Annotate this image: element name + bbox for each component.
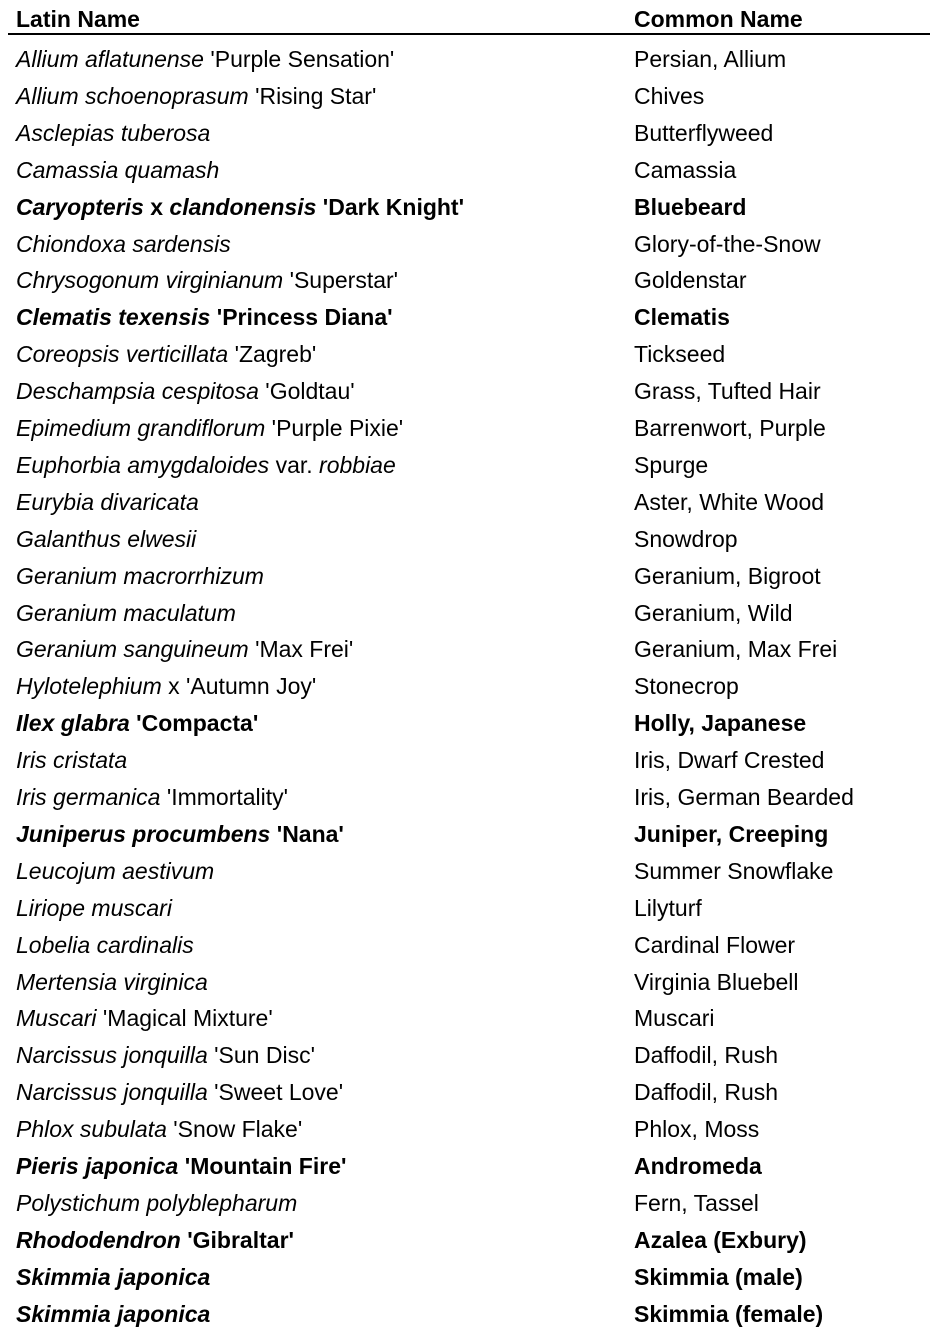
latin-name-cell	[16, 193, 464, 221]
latin-name-italic: Liriope muscari	[16, 894, 172, 921]
latin-name-cell	[16, 1004, 273, 1032]
latin-name-italic: Epimedium grandiflorum	[16, 415, 266, 441]
latin-name-cell	[16, 303, 393, 331]
latin-name-italic: Allium aflatunense	[16, 46, 204, 72]
latin-name-cell	[16, 1152, 346, 1180]
table-row	[0, 40, 938, 77]
latin-name-italic: Pieris japonica	[16, 1153, 179, 1179]
common-name-cell: Glory-of-the-Snow	[634, 230, 821, 257]
table-row	[0, 852, 938, 889]
latin-name-cell	[16, 968, 208, 996]
common-name-cell: Summer Snowflake	[634, 857, 834, 884]
latin-name-cell	[16, 1115, 302, 1143]
latin-name-qualifier: 'Zagreb'	[234, 341, 317, 368]
latin-name-qualifier: x	[150, 193, 164, 220]
latin-name-qualifier: var.	[275, 451, 313, 478]
latin-name-cell	[16, 857, 214, 885]
common-name-cell: Stonecrop	[634, 673, 739, 700]
latin-name-qualifier: 'Superstar'	[289, 267, 399, 294]
latin-name-cell	[16, 635, 353, 663]
table-row	[0, 1184, 938, 1221]
latin-name-qualifier: 'Mountain Fire'	[184, 1153, 347, 1179]
latin-name-italic: Caryopteris	[16, 193, 144, 220]
latin-name-cell	[16, 525, 196, 553]
latin-name-qualifier: x 'Autumn Joy'	[168, 673, 317, 700]
latin-name-cell	[16, 1263, 210, 1291]
latin-name-italic: Iris cristata	[16, 747, 128, 774]
latin-name-cell	[16, 377, 355, 405]
latin-name-qualifier: 'Sun Disc'	[214, 1042, 315, 1069]
latin-name-cell	[16, 414, 403, 442]
common-name-cell: Geranium, Wild	[634, 599, 793, 626]
latin-name-italic: Euphorbia amygdaloides	[16, 451, 270, 478]
table-row	[0, 409, 938, 446]
common-name-cell: Skimmia (female)	[634, 1300, 824, 1327]
header-common-name: Common Name	[634, 6, 803, 32]
latin-name-qualifier: 'Rising Star'	[255, 82, 377, 109]
table-row	[0, 778, 938, 815]
common-name-cell: Fern, Tassel	[634, 1189, 759, 1216]
table-row	[0, 77, 938, 114]
table-header	[8, 4, 930, 35]
latin-name-italic: Geranium macrorrhizum	[16, 562, 264, 589]
latin-name-cell	[16, 820, 344, 848]
latin-name-cell	[16, 1300, 210, 1328]
latin-name-cell	[16, 1041, 315, 1069]
latin-name-cultivar: 'Dark Knight'	[322, 193, 465, 220]
latin-name-qualifier: 'Purple Pixie'	[271, 415, 404, 441]
table-row	[0, 1295, 938, 1332]
latin-name-italic: Clematis texensis	[16, 304, 211, 331]
latin-name-italic: Geranium sanguineum	[16, 636, 249, 663]
table-row	[0, 335, 938, 372]
table-row	[0, 1258, 938, 1295]
common-name-cell: Phlox, Moss	[634, 1116, 760, 1143]
common-name-cell: Chives	[634, 82, 705, 109]
table-row	[0, 630, 938, 667]
latin-name-cell	[16, 451, 396, 479]
common-name-cell: Barrenwort, Purple	[634, 415, 826, 441]
latin-name-italic: Phlox subulata	[16, 1116, 167, 1143]
common-name-cell: Iris, Dwarf Crested	[634, 747, 825, 774]
latin-name-italic: Geranium maculatum	[16, 599, 236, 626]
latin-name-italic: Leucojum aestivum	[16, 857, 215, 884]
latin-name-italic: Coreopsis verticillata	[16, 341, 229, 368]
latin-name-cell	[16, 1226, 294, 1254]
latin-name-italic: Galanthus elwesii	[16, 525, 197, 552]
latin-name-cell	[16, 562, 264, 590]
common-name-cell: Virginia Bluebell	[634, 968, 799, 995]
latin-name-italic: Narcissus jonquilla	[16, 1079, 208, 1106]
latin-name-qualifier: 'Nana'	[276, 820, 344, 847]
table-row	[0, 151, 938, 188]
table-row	[0, 298, 938, 335]
common-name-cell: Geranium, Max Frei	[634, 636, 838, 663]
latin-name-cell	[16, 709, 258, 737]
table-row	[0, 114, 938, 151]
latin-name-qualifier: 'Gibraltar'	[187, 1226, 294, 1253]
latin-name-qualifier: 'Immortality'	[166, 784, 289, 810]
latin-name-italic: Skimmia japonica	[16, 1263, 211, 1290]
common-name-cell: Cardinal Flower	[634, 931, 796, 958]
table-row	[0, 815, 938, 852]
latin-name-italic: Chrysogonum virginianum	[16, 267, 284, 294]
table-row	[0, 1073, 938, 1110]
latin-name-italic: Juniperus procumbens	[16, 820, 271, 847]
latin-name-italic: Skimmia japonica	[16, 1300, 211, 1327]
latin-name-cell	[16, 672, 316, 700]
common-name-cell: Clematis	[634, 304, 730, 331]
table-row	[0, 372, 938, 409]
common-name-cell: Geranium, Bigroot	[634, 562, 821, 589]
common-name-cell: Iris, German Bearded	[634, 784, 854, 810]
common-name-cell: Holly, Japanese	[634, 710, 807, 737]
latin-name-cell	[16, 931, 194, 959]
latin-name-cell	[16, 230, 231, 258]
common-name-cell: Aster, White Wood	[634, 488, 825, 515]
latin-name-qualifier: 'Purple Sensation'	[210, 46, 395, 72]
common-name-cell: Spurge	[634, 451, 709, 478]
latin-name-cell	[16, 82, 376, 110]
common-name-cell: Grass, Tufted Hair	[634, 378, 821, 405]
table-row	[0, 1110, 938, 1147]
latin-name-qualifier: 'Snow Flake'	[173, 1116, 303, 1143]
latin-name-italic: Polystichum polyblepharum	[16, 1189, 298, 1216]
latin-name-cell	[16, 746, 127, 774]
latin-name-cell	[16, 1078, 343, 1106]
latin-name-cell	[16, 599, 236, 627]
latin-name-cell	[16, 266, 398, 294]
table-row	[0, 446, 938, 483]
common-name-cell: Snowdrop	[634, 525, 738, 552]
table-row	[0, 225, 938, 262]
latin-name-qualifier: 'Compacta'	[136, 710, 259, 737]
latin-name-qualifier: 'Goldtau'	[265, 378, 355, 405]
common-name-cell: Azalea (Exbury)	[634, 1226, 807, 1253]
common-name-cell: Muscari	[634, 1005, 715, 1032]
latin-name-italic: Eurybia divaricata	[16, 488, 199, 515]
latin-name-cell	[16, 894, 172, 922]
table-row	[0, 1221, 938, 1258]
table-row	[0, 704, 938, 741]
table-row	[0, 188, 938, 225]
latin-name-italic: Deschampsia cespitosa	[16, 378, 259, 405]
table-row	[0, 963, 938, 1000]
latin-name-italic: Asclepias tuberosa	[16, 119, 211, 146]
latin-name-cell	[16, 1189, 297, 1217]
table-row	[0, 594, 938, 631]
table-row	[0, 926, 938, 963]
common-name-cell: Juniper, Creeping	[634, 820, 829, 847]
latin-name-italic: Rhododendron	[16, 1226, 181, 1253]
common-name-cell: Daffodil, Rush	[634, 1079, 779, 1106]
table-row	[0, 999, 938, 1036]
latin-name-italic: Lobelia cardinalis	[16, 931, 194, 958]
latin-name-epithet: clandonensis	[169, 193, 317, 220]
latin-name-italic: Hylotelephium	[16, 673, 162, 700]
latin-name-qualifier: 'Max Frei'	[255, 636, 354, 663]
common-name-cell: Persian, Allium	[634, 46, 787, 72]
common-name-cell: Bluebeard	[634, 193, 747, 220]
latin-name-italic: Narcissus jonquilla	[16, 1042, 208, 1069]
table-row	[0, 741, 938, 778]
common-name-cell: Butterflyweed	[634, 119, 774, 146]
latin-name-qualifier: 'Magical Mixture'	[102, 1005, 273, 1032]
table-row	[0, 1147, 938, 1184]
latin-name-italic: Mertensia virginica	[16, 968, 208, 995]
table-row	[0, 520, 938, 557]
common-name-cell: Tickseed	[634, 341, 726, 368]
latin-name-italic: Allium schoenoprasum	[16, 82, 249, 109]
table-row	[0, 889, 938, 926]
latin-name-italic: Camassia quamash	[16, 156, 220, 183]
latin-name-italic: Chiondoxa sardensis	[16, 230, 231, 257]
table-row	[0, 557, 938, 594]
latin-name-epithet: robbiae	[319, 451, 396, 478]
common-name-cell: Skimmia (male)	[634, 1263, 803, 1290]
latin-name-qualifier: 'Princess Diana'	[216, 304, 393, 331]
latin-name-qualifier: 'Sweet Love'	[214, 1079, 344, 1106]
header-latin-name: Latin Name	[16, 6, 140, 32]
latin-name-cell	[16, 340, 316, 368]
table-row	[0, 667, 938, 704]
common-name-cell: Camassia	[634, 156, 737, 183]
latin-name-italic: Ilex glabra	[16, 710, 130, 737]
common-name-cell: Andromeda	[634, 1153, 762, 1179]
latin-name-cell	[16, 156, 219, 184]
latin-name-cell	[16, 119, 210, 147]
latin-name-cell	[16, 488, 199, 516]
latin-name-cell	[16, 783, 288, 811]
latin-name-cell	[16, 45, 394, 73]
latin-name-italic: Iris germanica	[16, 784, 161, 810]
latin-name-italic: Muscari	[16, 1005, 97, 1032]
table-row	[0, 1036, 938, 1073]
common-name-cell: Lilyturf	[634, 894, 702, 921]
common-name-cell: Goldenstar	[634, 267, 747, 294]
table-row	[0, 261, 938, 298]
common-name-cell: Daffodil, Rush	[634, 1042, 779, 1069]
table-row	[0, 483, 938, 520]
